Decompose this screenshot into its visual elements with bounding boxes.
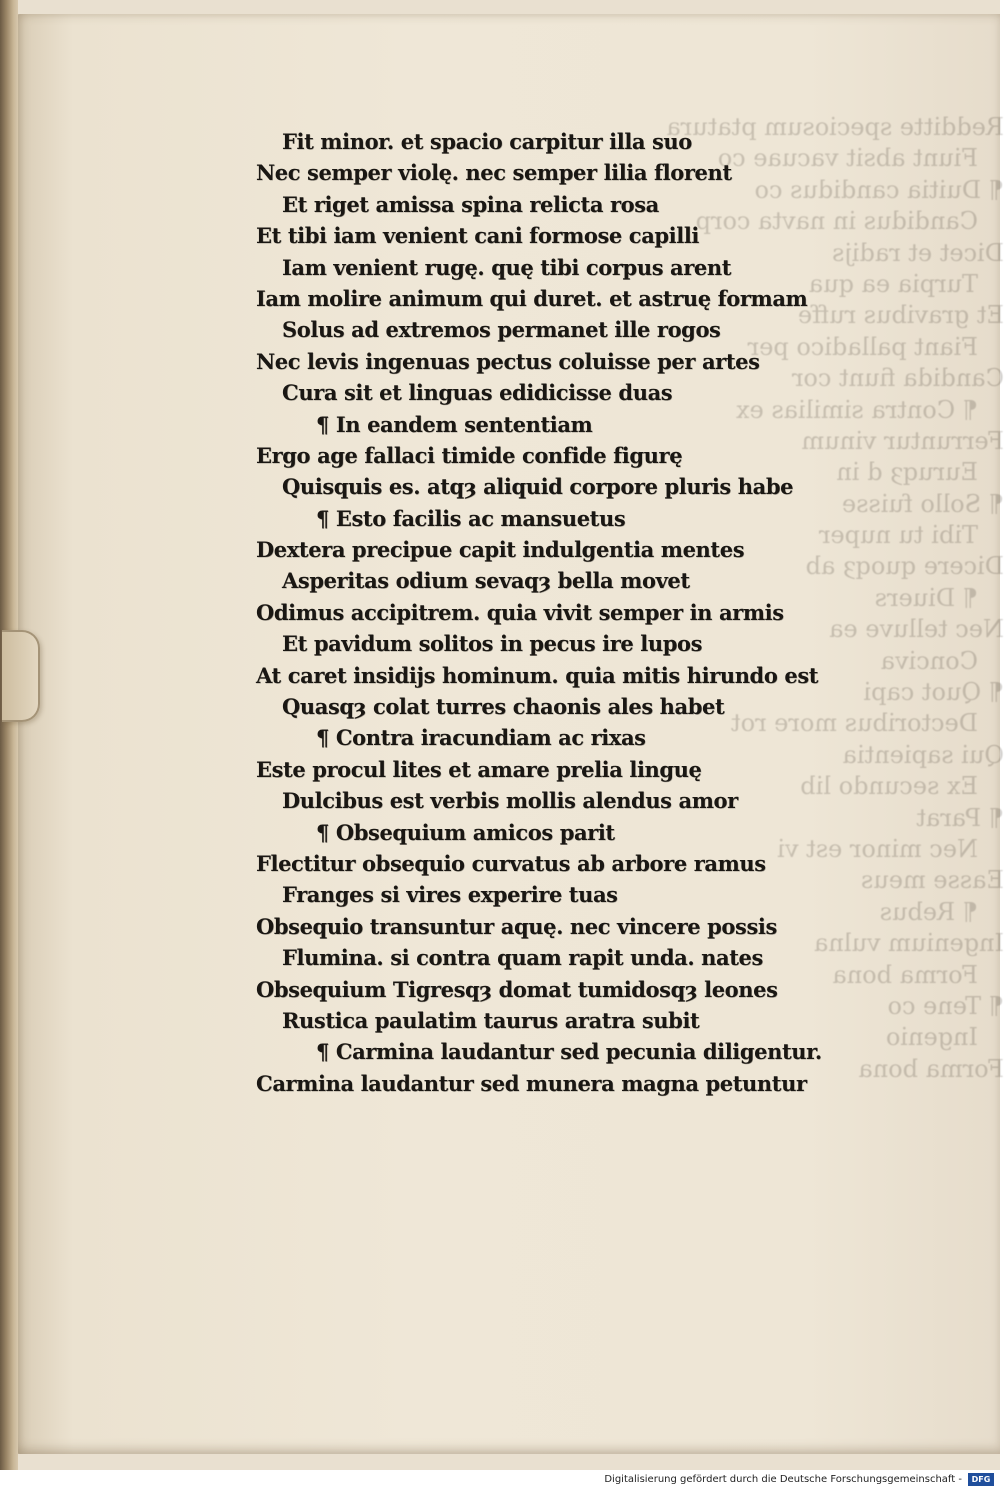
show-through-line: ¶ Diuers	[874, 583, 978, 612]
show-through-line: Qui sapientia	[842, 740, 1004, 769]
show-through-line: Ingenium vulna	[814, 929, 1004, 958]
poem-line: Iam venient rugę. quę tibi corpus arent	[282, 254, 732, 280]
poem-line: ¶ In eandem sententiam	[316, 411, 593, 437]
show-through-line: ¶ Sollo fuisse	[841, 489, 1004, 518]
show-through-line: ¶ Quot capi	[863, 678, 1004, 707]
show-through-line: Nec telluve ea	[829, 615, 1004, 644]
poem-line: Este procul lites et amare prelia linguę	[256, 756, 702, 782]
poem-line: ¶ Contra iracundiam ac rixas	[316, 725, 646, 751]
poem-line: ¶ Carmina laudantur sed pecunia diligentur.	[316, 1039, 822, 1065]
poem-line: ¶ Obsequium amicos parit	[316, 819, 615, 845]
poem-line: ¶ Esto facilis ac mansuetus	[316, 505, 626, 531]
poem-line: At caret insidijs hominum. quia mitis hirundo est	[256, 662, 819, 688]
poem-line: Dextera precipue capit indulgentia mentes	[256, 537, 745, 563]
poem-line: Carmina laudantur sed munera magna petuntur	[256, 1070, 807, 1096]
book-binding-edge	[0, 0, 18, 1470]
show-through-line: Forma bona	[832, 960, 978, 989]
poem-line: Quisquis es. atqȝ aliquid corpore pluris habe	[282, 474, 794, 500]
poem-line: Dulcibus est verbis mollis alendus amor	[282, 788, 738, 814]
poem-line: Odimus accipitrem. quia vivit semper in armis	[256, 599, 784, 625]
show-through-text	[666, 112, 1004, 1222]
page-clasp	[2, 630, 40, 722]
show-through-line: ¶ Duitia candidus co	[754, 175, 1004, 204]
show-through-line: Dicere quoqȝ ab	[805, 552, 1004, 581]
funding-credit: Digitalisierung gefördert durch die Deutsche Forschungsgemeinschaft -	[604, 1474, 962, 1485]
show-through-line: Fiunt absit vacuae co	[717, 144, 978, 173]
poem-line: Asperitas odium sevaqȝ bella movet	[282, 568, 690, 594]
dfg-logo: DFG	[968, 1473, 994, 1486]
show-through-line: Et gravibus ruffe	[797, 301, 1004, 330]
show-through-line: Forma bona	[858, 1054, 1004, 1083]
show-through-line: ¶ Parat	[916, 803, 1004, 832]
poem-line: Nec semper violę. nec semper lilia florent	[256, 160, 732, 186]
show-through-line: Dicet et radijs	[832, 238, 1004, 267]
poem-line: Nec levis ingenuas pectus coluisse per artes	[256, 348, 760, 374]
show-through-line: Dectoribus more rot	[731, 709, 978, 738]
poem-line: Obsequio transuntur aquę. nec vincere possis	[256, 913, 777, 939]
show-through-line: Candidus in navta corp	[695, 207, 978, 236]
poem-line: Et pavidum solitos in pecus ire lupos	[282, 631, 703, 657]
show-through-line: Ex secundo lib	[800, 772, 978, 801]
poem-line: Flumina. si contra quam rapit unda. nates	[282, 945, 763, 971]
show-through-line: Fiant palladico per	[747, 332, 978, 361]
poem-line: Cura sit et linguas edidicisse duas	[282, 380, 673, 406]
show-through-line: ¶ Rebus	[879, 897, 978, 926]
poem-line: Quasqȝ colat turres chaonis ales habet	[282, 694, 725, 720]
show-through-line: Ferruntur vinum	[801, 426, 1004, 455]
poem-line: Et tibi iam venient cani formose capilli	[256, 223, 699, 249]
poem-line: Fit minor. et spacio carpitur illa suo	[282, 129, 692, 154]
poem-line: Iam molire animum qui duret. et astruę formam	[256, 285, 808, 311]
poem-line: Rustica paulatim taurus aratra subit	[282, 1007, 700, 1033]
poem-line: Et riget amissa spina relicta rosa	[282, 191, 659, 217]
show-through-line: Euruqȝ d in	[836, 458, 978, 487]
show-through-line: Candida fiunt cor	[791, 364, 1004, 393]
show-through-line: ¶ Tene co	[887, 991, 1004, 1020]
book-page	[14, 14, 1004, 1454]
poem-text-block	[256, 126, 822, 1099]
show-through-line: ¶ Contra similias ex	[736, 395, 978, 424]
digitization-footer	[0, 1470, 1000, 1490]
poem-line: Flectitur obsequio curvatus ab arbore ramus	[256, 850, 766, 876]
show-through-line: Easse meus	[860, 866, 1004, 895]
poem-line: Ergo age fallaci timide confide figurę	[256, 442, 683, 468]
show-through-line: Tibi tu nuper	[818, 521, 978, 550]
show-through-line: Conciva	[880, 646, 978, 675]
show-through-line: Ingenio	[885, 1023, 978, 1052]
show-through-line: Nec minor est vi	[777, 834, 978, 863]
poem-line: Solus ad extremos permanet ille rogos	[282, 317, 721, 343]
poem-line: Franges si vires experire tuas	[282, 882, 618, 908]
show-through-line: Redditte speciosum ptatura	[666, 113, 1004, 141]
show-through-line: Turpia ea qua	[808, 269, 978, 298]
poem-line: Obsequium Tigresqȝ domat tumidosqȝ leones	[256, 976, 778, 1002]
